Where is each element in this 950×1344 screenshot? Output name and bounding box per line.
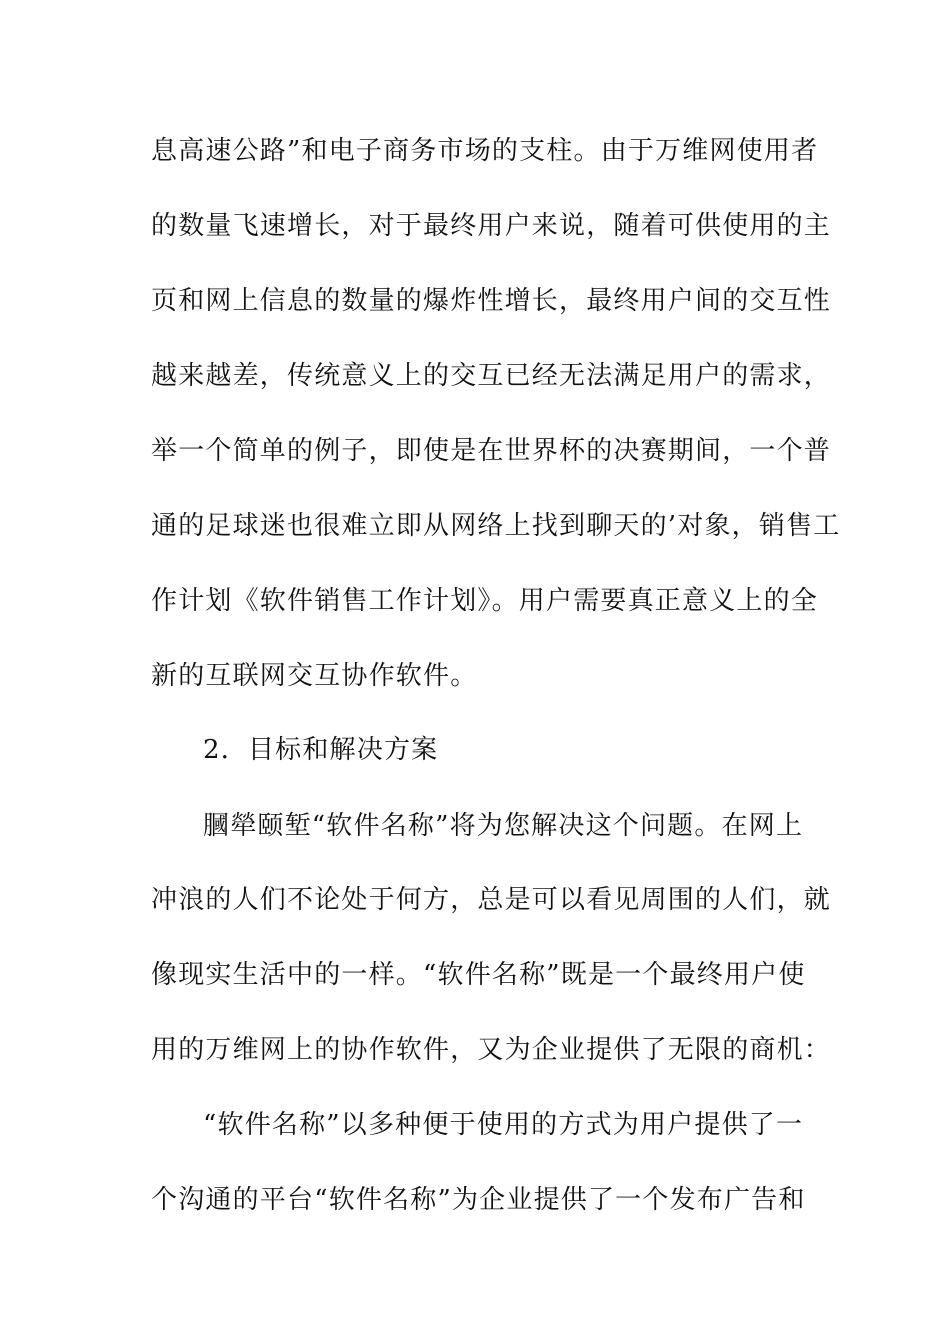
paragraph-line: 膕犖颐堑“软件名称”将为您解决这个问题。在网上 (203, 811, 804, 841)
paragraph-line: 冲浪的人们不论处于何方，总是可以看见周围的人们，就 (151, 885, 832, 915)
paragraph-line: 用的万维网上的协作软件，又为企业提供了无限的商机： (151, 1035, 832, 1065)
paragraph-line: 的数量飞速增长，对于最终用户来说，随着可供使用的主 (151, 211, 832, 241)
section-heading: 2．目标和解决方案 (203, 735, 439, 765)
paragraph-line: 像现实生活中的一样。“软件名称”既是一个最终用户使 (151, 960, 806, 990)
paragraph-line: 举一个简单的例子，即使是在世界杯的决赛期间，一个普 (151, 436, 832, 466)
paragraph-line: 新的互联网交互协作软件。 (151, 661, 478, 691)
paragraph-line: “软件名称”以多种便于使用的方式为用户提供了一 (203, 1110, 804, 1140)
paragraph-line: 作计划《软件销售工作计划》。用户需要真正意义上的全 (151, 586, 819, 616)
paragraph-line: 页和网上信息的数量的爆炸性增长，最终用户间的交互性 (151, 286, 832, 316)
paragraph-line: 个沟通的平台“软件名称”为企业提供了一个发布广告和 (151, 1185, 806, 1215)
paragraph-line: 越来越差，传统意义上的交互已经无法满足用户的需求， (151, 361, 832, 391)
paragraph-line: 息高速公路”和电子商务市场的支柱。由于万维网使用者 (151, 136, 819, 166)
paragraph-line: 通的足球迷也很难立即从网络上找到聊天的’对象，销售工 (151, 511, 841, 541)
